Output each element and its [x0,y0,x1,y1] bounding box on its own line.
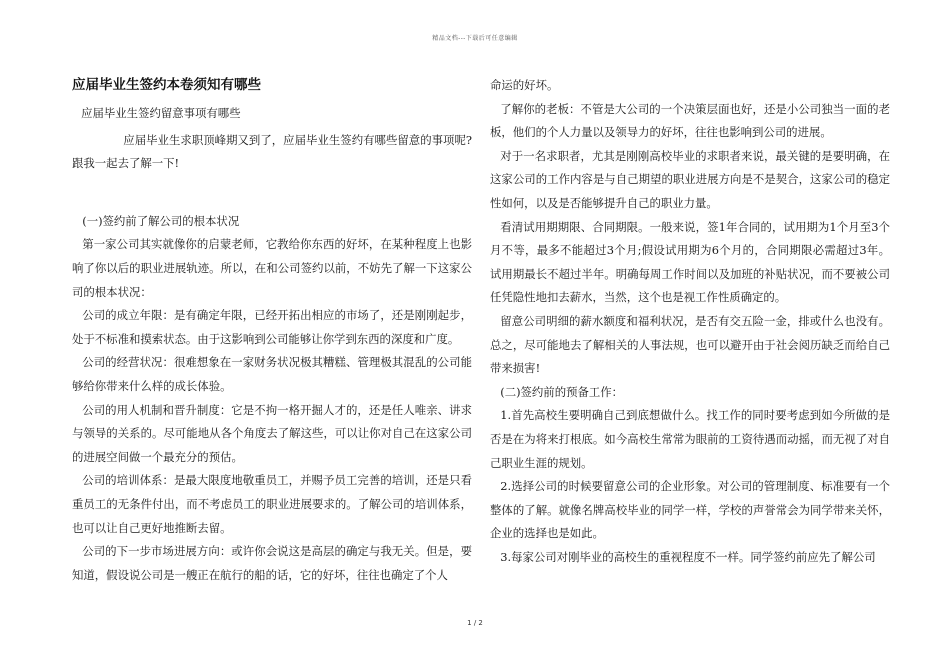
page-number: 1 / 2 [467,619,483,627]
paragraph: 公司的用人机制和晋升制度：它是不拘一格开掘人才的，还是任人唯亲、讲求与领导的关系的。尽可能地从各个角度去了解这些，可以让你对自己在这家公司的进展空间做一个最充分的预估。 [72,402,472,464]
section-heading-2: (二)签约前的预备工作： [500,384,624,399]
paragraph: 了解你的老板：不管是大公司的一个决策层面也好，还是小公司独当一面的老板，他们的个人力量以及领导力的好坏，往往也影响到公司的进展。 [490,101,890,140]
subtitle: 应届毕业生签约留意事项有哪些 [81,106,241,120]
paragraph: 对于一名求职者，尤其是刚刚高校毕业的求职者来说，最关键的是要明确，在这家公司的工作内容是与自己期望的职业进展方向是不是契合，这家公司的稳定性如何，以及是否能够提升自己的职业力量。 [490,148,890,210]
paragraph: 第一家公司其实就像你的启蒙老师，它教给你东西的好坏，在某种程度上也影响了你以后的职业进展轨迹。所以，在和公司签约以前，不妨先了解一下这家公司的根本状况： [72,237,472,299]
left-column [72,74,472,587]
paragraph: 留意公司明细的薪水额度和福利状况，是否有交五险一金，排或什么也没有。总之，尽可能地去了解相关的人事法规，也可以避开由于社会阅历缺乏而给自己带来损害! [490,313,890,376]
paragraph: 公司的下一步市场进展方向：或许你会说这是高层的确定与我无关。但是，要知道，假设说公司是一艘正在航行的船的话，它的好坏，往往也确定了个人 [72,544,472,582]
paragraph: 公司的培训体系：是最大限度地敬重员工，并赐予员工完善的培训，还是只看重员工的无条件付出，而不考虑员工的职业进展要求的。了解公司的培训体系，也可以让自己更好地推断去留。 [72,473,472,535]
section-heading-1: (一)签约前了解公司的根本状况 [82,213,240,228]
paragraph: 3.每家公司对刚毕业的高校生的重视程度不一样。同学签约前应先了解公司 [500,549,876,564]
page-header: 精品文档---下载后可任意编辑 [432,35,518,42]
document-title: 应届毕业生签约本卷须知有哪些 [72,77,261,93]
paragraph: 公司的成立年限：是有确定年限，已经开拓出相应的市场了，还是刚刚起步，处于不标准和摸索状态。由于这影响到公司能够让你学到东西的深度和广度。 [72,308,472,346]
paragraph: 命运的好坏。 [490,78,559,92]
paragraph: 1.首先高校生要明确自己到底想做什么。找工作的同时要考虑到如今所做的是否是在为将来打根底。如今高校生常常为眼前的工资待遇而动摇，而无视了对自己职业生涯的规划。 [490,408,890,470]
paragraph: 2.选择公司的时候要留意公司的企业形象。对公司的管理制度、标准要有一个整体的了解。就像名牌高校毕业的同学一样，学校的声誉常会为同学带来关怀，企业的选择也是如此。 [490,479,890,541]
paragraph: 公司的经营状况：很难想象在一家财务状况极其糟糕、管理极其混乱的公司能够给你带来什么样的成长体验。 [72,355,472,393]
paragraph: 看清试用期期限、合同期限。一般来说，签1年合同的，试用期为1个月至3个月不等，最多不能超过3个月;假设试用期为6个月的，合同期限必需超过3年。试用期最长不超过半年。明确每周工作时间以及加班的补贴状况，而不要被公司任凭隐性地扣去薪水，当然，这个也是视工作性质确定的。 [490,219,890,305]
right-column [490,74,890,569]
spacer [72,176,472,210]
intro-paragraph: 应届毕业生求职顶峰期又到了，应届毕业生签约有哪些留意的事项呢?跟我一起去了解一下! [72,132,472,171]
